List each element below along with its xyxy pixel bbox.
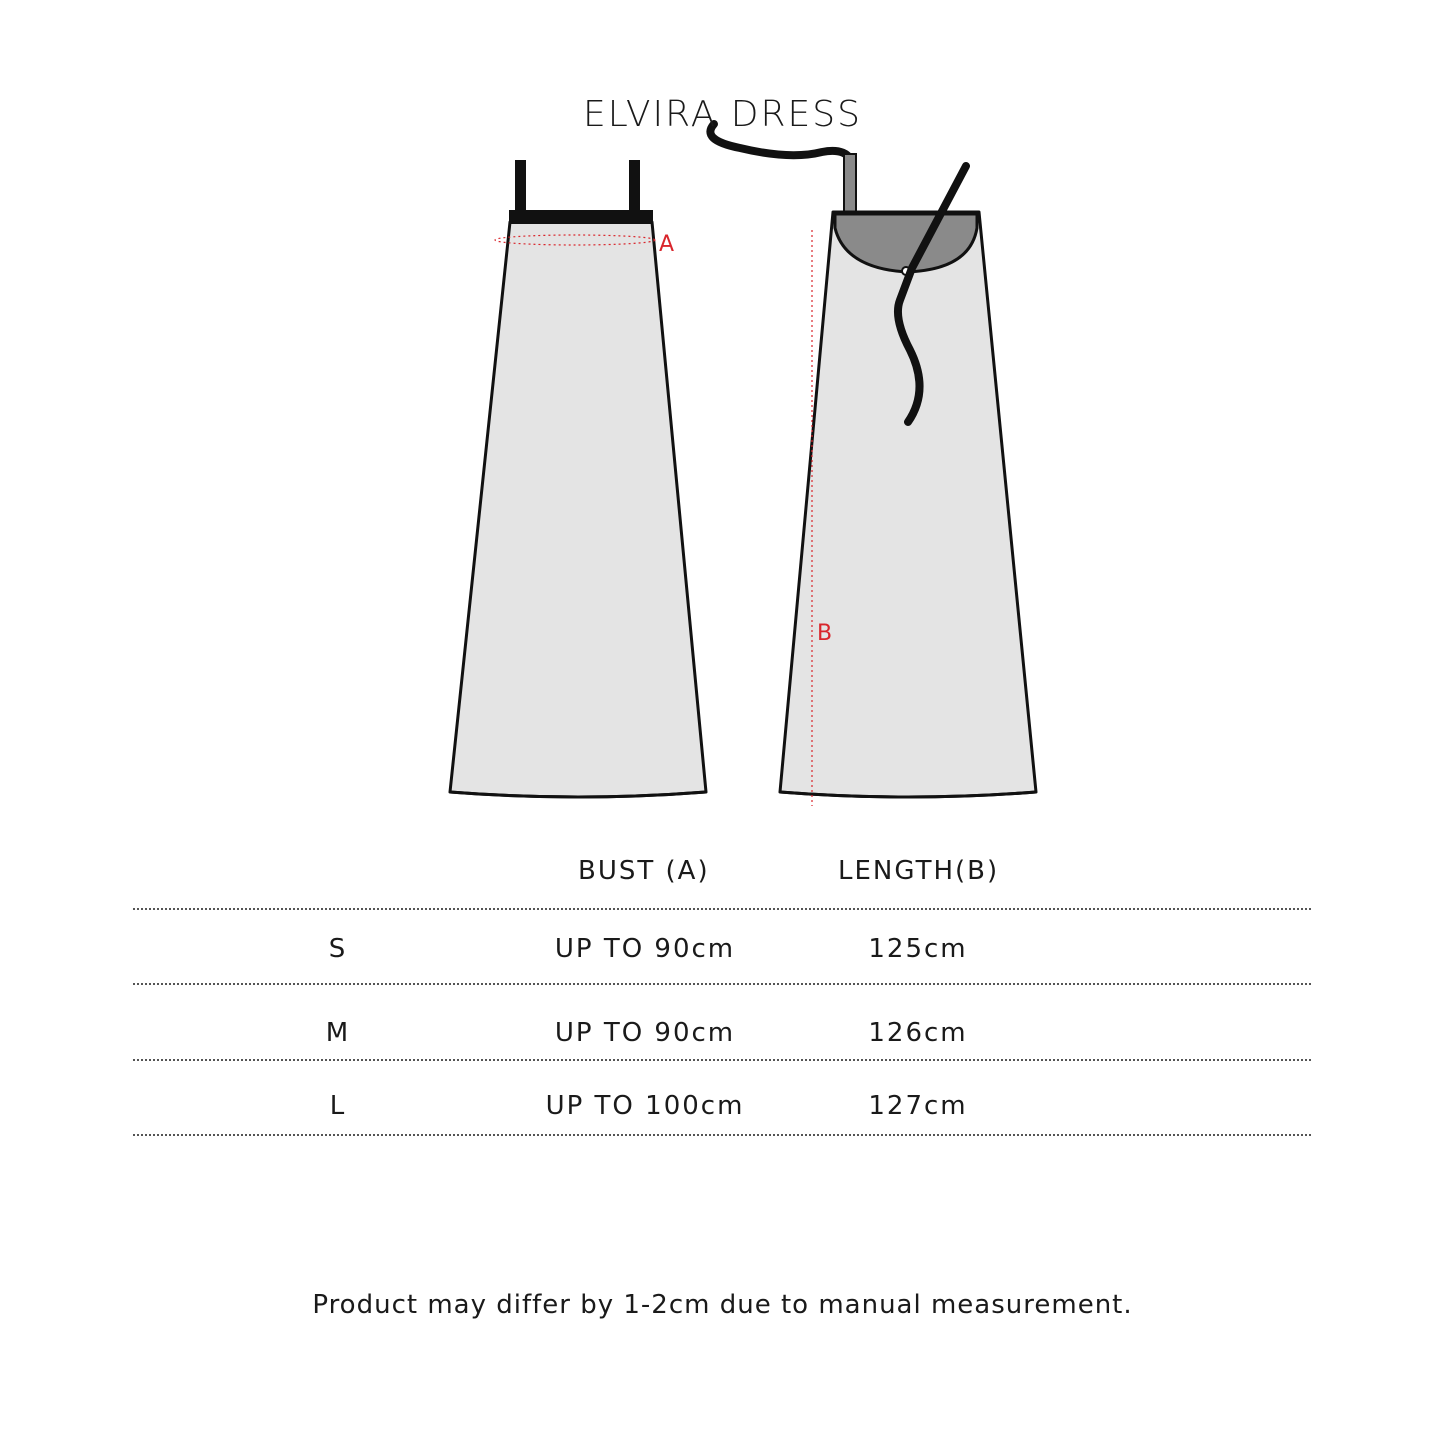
back-left-strap: [844, 154, 856, 214]
table-row: [0, 1091, 1445, 1131]
front-neckline-band: [509, 210, 653, 224]
size-label: L: [329, 1091, 347, 1121]
back-dress-body: [780, 212, 1036, 797]
dress-front-view: [450, 160, 706, 797]
bust-value: UP TO 100cm: [545, 1091, 745, 1121]
table-divider: [133, 983, 1311, 985]
column-header-bust: BUST (A): [578, 856, 710, 886]
table-divider: [133, 908, 1311, 910]
front-right-strap: [629, 160, 640, 214]
bust-marker-label: A: [659, 232, 675, 257]
product-title: ELVIRA DRESS: [583, 94, 862, 135]
front-dress-body: [450, 222, 706, 797]
table-row: [0, 934, 1445, 974]
size-label: M: [325, 1018, 351, 1048]
dress-back-view: [710, 124, 1036, 806]
measurement-disclaimer: Product may differ by 1-2cm due to manual measurement.: [312, 1290, 1133, 1320]
length-value: 127cm: [868, 1091, 968, 1121]
table-row: [0, 1018, 1445, 1058]
size-label: S: [328, 934, 348, 964]
column-header-length: LENGTH(B): [838, 856, 1000, 886]
length-value: 125cm: [868, 934, 968, 964]
bust-value: UP TO 90cm: [554, 934, 736, 964]
bust-value: UP TO 90cm: [554, 1018, 736, 1048]
table-divider: [133, 1059, 1311, 1061]
front-left-strap: [515, 160, 526, 214]
length-value: 126cm: [868, 1018, 968, 1048]
table-divider: [133, 1134, 1311, 1136]
length-marker-label: B: [817, 621, 833, 646]
